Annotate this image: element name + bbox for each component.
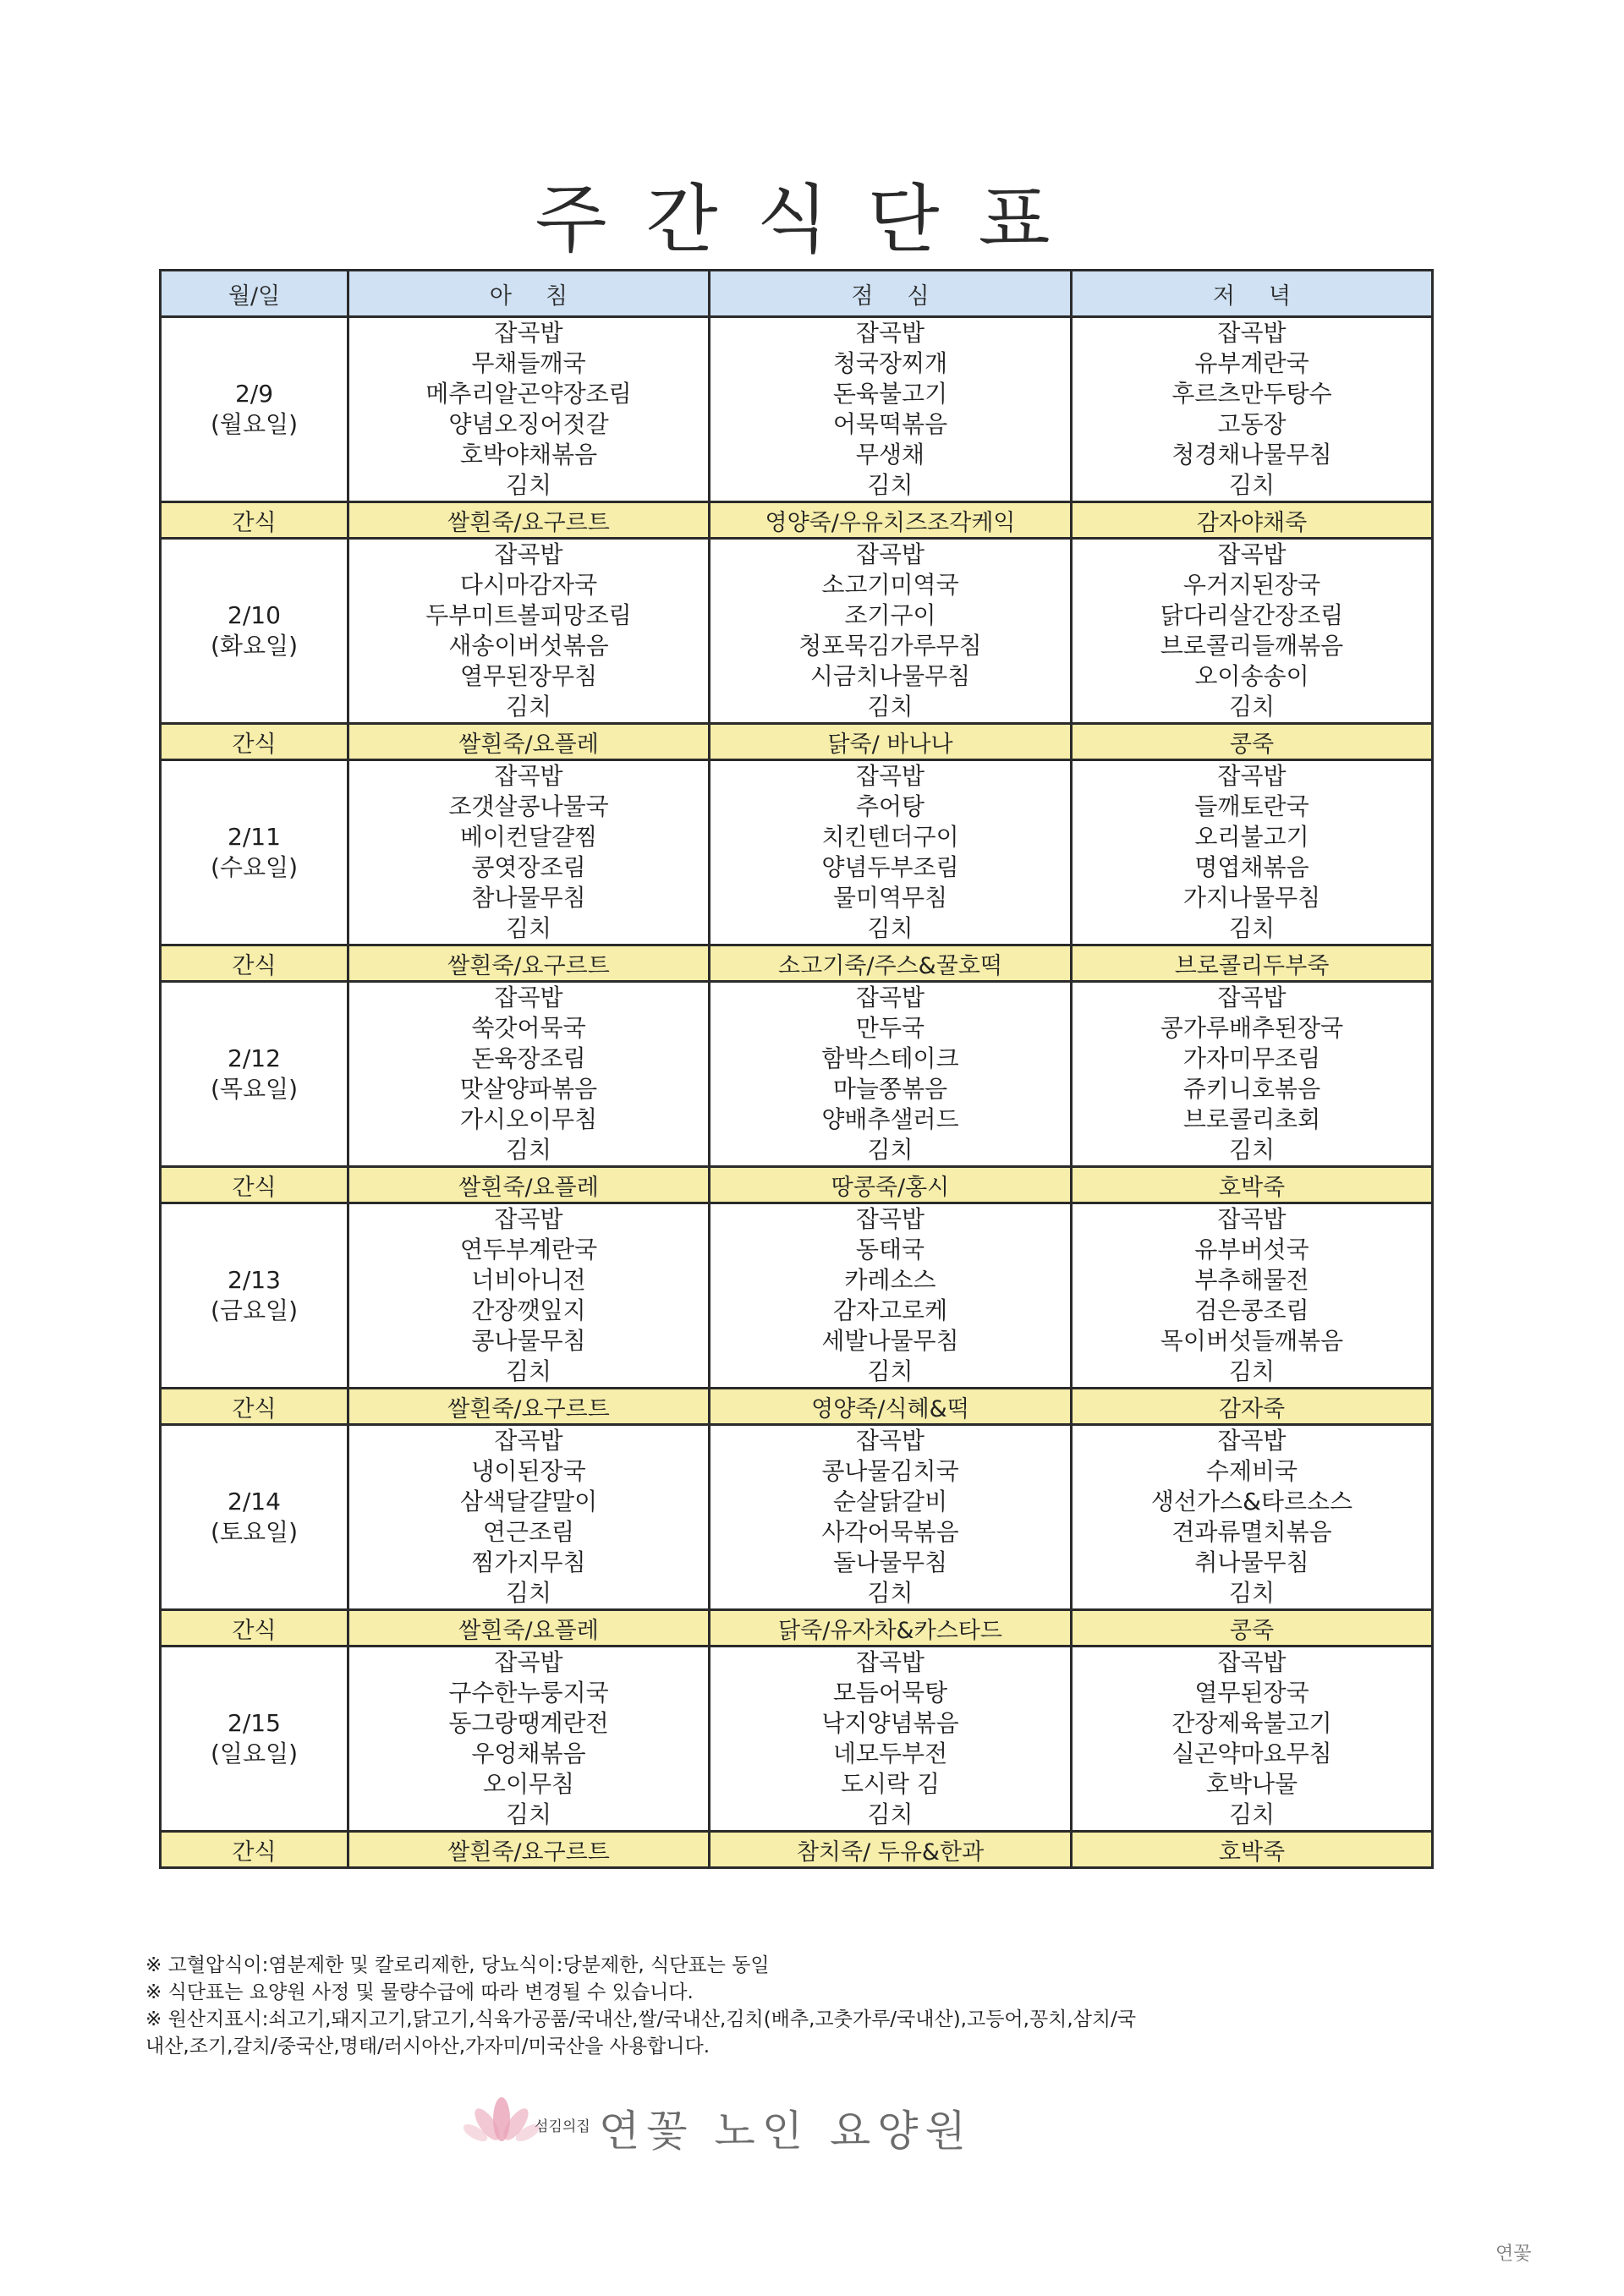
snack-label: 간식 [161, 1167, 348, 1203]
day-weekday: (금요일) [211, 1296, 298, 1324]
menu-item: 잡곡밥 [855, 762, 925, 790]
day-weekday: (월요일) [211, 410, 298, 438]
snack-item: 쌀흰죽/요구르트 [348, 502, 710, 539]
menu-item: 다시마감자국 [459, 571, 598, 599]
lunch-cell [710, 1425, 1072, 1610]
snack-item: 쌀흰죽/요구르트 [348, 1389, 710, 1425]
menu-item: 참나물무침 [471, 884, 586, 912]
menu-item: 시금치나물무침 [809, 662, 971, 690]
menu-item: 잡곡밥 [855, 319, 925, 347]
menu-item: 베이컨달걀찜 [459, 823, 598, 851]
menu-item: 호박나물 [1205, 1770, 1298, 1798]
day-row [161, 982, 1433, 1167]
day-row [161, 1203, 1433, 1389]
menu-item: 메추리알곤약장조림 [425, 380, 632, 408]
menu-item: 낙지양념볶음 [821, 1709, 959, 1737]
note-line: ※ 식단표는 요양원 사정 및 물량수급에 따라 변경될 수 있습니다. [145, 1981, 694, 2003]
menu-item: 맛살양파볶음 [459, 1075, 598, 1103]
snack-item: 땅콩죽/홍시 [710, 1167, 1072, 1203]
note-line: ※ 고혈압식이:염분제한 및 칼로리제한, 당뇨식이:당분제한, 식단표는 동일 [145, 1954, 770, 1976]
snack-row [161, 1832, 1433, 1868]
snack-row [161, 1389, 1433, 1425]
snack-label: 간식 [161, 1610, 348, 1647]
menu-item: 김치 [867, 471, 914, 499]
menu-item: 잡곡밥 [494, 762, 563, 790]
menu-item: 김치 [867, 1357, 914, 1385]
menu-item: 세발나물무침 [821, 1327, 959, 1355]
day-weekday: (일요일) [211, 1740, 298, 1767]
menu-item: 잡곡밥 [1217, 1427, 1287, 1455]
menu-item: 잡곡밥 [1217, 762, 1287, 790]
menu-item: 김치 [505, 1579, 552, 1607]
menu-item: 콩나물김치국 [821, 1457, 959, 1485]
snack-item: 쌀흰죽/요플레 [348, 1167, 710, 1203]
lunch-cell [710, 1647, 1072, 1832]
day-weekday: (목요일) [211, 1075, 298, 1103]
menu-item: 간장제육불고기 [1171, 1709, 1332, 1737]
menu-item: 호박야채볶음 [459, 441, 598, 469]
snack-row [161, 945, 1433, 982]
lunch-cell [710, 539, 1072, 724]
menu-item: 부추해물전 [1194, 1266, 1309, 1294]
lunch-cell [710, 1203, 1072, 1389]
menu-item: 수제비국 [1205, 1457, 1298, 1485]
menu-item: 잡곡밥 [855, 984, 925, 1011]
menu-item: 양념두부조림 [821, 853, 959, 881]
menu-item: 우엉채볶음 [471, 1740, 586, 1767]
menu-item: 열무된장국 [1194, 1679, 1309, 1707]
breakfast-cell [348, 317, 710, 502]
menu-item: 양배추샐러드 [821, 1105, 959, 1133]
menu-item: 생선가스&타르소스 [1150, 1488, 1353, 1515]
menu-item: 함박스테이크 [821, 1044, 959, 1072]
day-date: 2/14 [228, 1488, 281, 1515]
menu-item: 잡곡밥 [855, 1648, 925, 1676]
snack-item: 영양죽/우유치즈조각케익 [710, 502, 1072, 539]
menu-item: 김치 [505, 1800, 552, 1828]
menu-item: 동태국 [855, 1236, 925, 1263]
day-cell [161, 760, 348, 945]
menu-item: 취나물무침 [1194, 1548, 1309, 1576]
menu-item: 추어탕 [855, 792, 925, 820]
menu-item: 삼색달걀말이 [459, 1488, 598, 1515]
menu-item: 양념오징어젓갈 [448, 410, 609, 438]
menu-item: 견과류멸치볶음 [1171, 1518, 1332, 1546]
lunch-cell [710, 760, 1072, 945]
menu-item: 조갯살콩나물국 [448, 792, 609, 820]
day-row [161, 1647, 1433, 1832]
menu-item: 치킨텐더구이 [821, 823, 959, 851]
page-title: 주간식단표 [535, 176, 1089, 263]
snack-item: 쌀흰죽/요구르트 [348, 1832, 710, 1868]
snack-item: 닭죽/ 바나나 [710, 724, 1072, 760]
snack-item: 콩죽 [1072, 1610, 1433, 1647]
snack-item: 쌀흰죽/요플레 [348, 1610, 710, 1647]
org-name: 연꽃 노인 요양원 [599, 2107, 973, 2156]
menu-item: 검은콩조림 [1194, 1296, 1309, 1324]
menu-item: 잡곡밥 [494, 540, 563, 568]
header-lunch: 점심 [710, 271, 1072, 317]
snack-row [161, 502, 1433, 539]
menu-item: 잡곡밥 [1217, 1648, 1287, 1676]
menu-item: 잡곡밥 [855, 540, 925, 568]
menu-item: 무생채 [855, 441, 925, 469]
menu-item: 목이버섯들깨볶음 [1160, 1327, 1344, 1355]
snack-item: 쌀흰죽/요플레 [348, 724, 710, 760]
menu-item: 브로콜리초회 [1182, 1105, 1321, 1133]
day-weekday: (수요일) [211, 853, 298, 881]
menu-item: 잡곡밥 [1217, 319, 1287, 347]
menu-item: 감자고로케 [832, 1296, 948, 1324]
menu-item: 도시락 김 [840, 1770, 941, 1798]
menu-item: 가시오이무침 [459, 1105, 598, 1133]
menu-item: 고동장 [1217, 410, 1287, 438]
menu-item: 돌나물무침 [832, 1548, 948, 1576]
menu-item: 사각어묵볶음 [821, 1518, 959, 1546]
day-row [161, 317, 1433, 502]
corner-logo: 연꽃 [1495, 2244, 1532, 2265]
snack-item: 호박죽 [1072, 1832, 1433, 1868]
menu-item: 김치 [1228, 471, 1276, 499]
menu-item: 후르츠만두탕수 [1171, 380, 1332, 408]
day-weekday: (화요일) [211, 632, 298, 660]
header-day: 월/일 [161, 271, 348, 317]
lunch-cell [710, 317, 1072, 502]
menu-item: 잡곡밥 [494, 1205, 563, 1233]
table-header-row [161, 271, 1433, 317]
menu-item: 냉이된장국 [471, 1457, 586, 1485]
day-cell [161, 317, 348, 502]
day-date: 2/12 [228, 1044, 281, 1072]
dinner-cell [1072, 317, 1433, 502]
menu-item: 돈육장조림 [471, 1044, 586, 1072]
menu-item: 동그랑땡계란전 [448, 1709, 609, 1737]
snack-label: 간식 [161, 1389, 348, 1425]
menu-item: 명엽채볶음 [1194, 853, 1309, 881]
menu-table-body [161, 271, 1433, 1868]
menu-item: 김치 [505, 1136, 552, 1164]
snack-item: 닭죽/유자차&카스타드 [710, 1610, 1072, 1647]
dinner-cell [1072, 1647, 1433, 1832]
dinner-cell [1072, 539, 1433, 724]
menu-item: 김치 [505, 1357, 552, 1385]
menu-item: 청경채나물무침 [1171, 441, 1332, 469]
menu-item: 들깨토란국 [1194, 792, 1309, 820]
menu-item: 어묵떡볶음 [832, 410, 948, 438]
snack-item: 브로콜리두부죽 [1072, 945, 1433, 982]
menu-item: 순살닭갈비 [832, 1488, 948, 1515]
dinner-cell [1072, 760, 1433, 945]
snack-item: 영양죽/식혜&떡 [710, 1389, 1072, 1425]
menu-item: 김치 [867, 914, 914, 942]
menu-item: 새송이버섯볶음 [448, 632, 609, 660]
menu-item: 닭다리살간장조림 [1160, 601, 1344, 629]
day-cell [161, 982, 348, 1167]
header-breakfast: 아침 [348, 271, 710, 317]
menu-item: 잡곡밥 [494, 1648, 563, 1676]
day-date: 2/15 [228, 1709, 281, 1737]
snack-label: 간식 [161, 724, 348, 760]
snack-label: 간식 [161, 1832, 348, 1868]
menu-item: 구수한누룽지국 [448, 1679, 609, 1707]
menu-item: 잡곡밥 [494, 319, 563, 347]
snack-item: 쌀흰죽/요구르트 [348, 945, 710, 982]
menu-item: 실곤약마요무침 [1171, 1740, 1332, 1767]
menu-item: 잡곡밥 [1217, 1205, 1287, 1233]
menu-item: 오리불고기 [1194, 823, 1309, 851]
menu-item: 콩가루배추된장국 [1160, 1014, 1344, 1042]
menu-item: 김치 [1228, 693, 1276, 721]
menu-item: 김치 [867, 1136, 914, 1164]
menu-item: 오이송송이 [1194, 662, 1309, 690]
menu-item: 잡곡밥 [1217, 540, 1287, 568]
menu-item: 김치 [1228, 1357, 1276, 1385]
menu-item: 김치 [1228, 1136, 1276, 1164]
breakfast-cell [348, 1647, 710, 1832]
weekly-menu-table [159, 269, 1434, 1869]
day-cell [161, 1425, 348, 1610]
menu-item: 브로콜리들깨볶음 [1160, 632, 1344, 660]
menu-item: 소고기미역국 [821, 571, 959, 599]
snack-row [161, 1610, 1433, 1647]
menu-item: 찜가지무침 [471, 1548, 586, 1576]
day-date: 2/11 [228, 823, 281, 851]
menu-item: 잡곡밥 [1217, 984, 1287, 1011]
menu-item: 청국장찌개 [832, 349, 948, 377]
menu-item: 마늘쫑볶음 [832, 1075, 948, 1103]
breakfast-cell [348, 539, 710, 724]
snack-row [161, 724, 1433, 760]
snack-item: 호박죽 [1072, 1167, 1433, 1203]
snack-label: 간식 [161, 502, 348, 539]
breakfast-cell [348, 1203, 710, 1389]
day-date: 2/13 [228, 1266, 281, 1294]
dinner-cell [1072, 1203, 1433, 1389]
day-date: 2/9 [234, 380, 274, 408]
menu-item: 카레소스 [844, 1266, 936, 1294]
snack-item: 감자죽 [1072, 1389, 1433, 1425]
menu-item: 김치 [867, 1579, 914, 1607]
menu-item: 콩나물무침 [471, 1327, 586, 1355]
breakfast-cell [348, 760, 710, 945]
menu-item: 콩엿장조림 [471, 853, 586, 881]
day-row [161, 539, 1433, 724]
menu-item: 김치 [505, 693, 552, 721]
lotus-flower-icon [464, 2094, 540, 2145]
org-small-label: 섬김의집 [535, 2118, 590, 2135]
menu-item: 열무된장무침 [459, 662, 598, 690]
menu-item: 간장깻잎지 [471, 1296, 586, 1324]
menu-item: 무채들깨국 [471, 349, 586, 377]
snack-row [161, 1167, 1433, 1203]
snack-item: 콩죽 [1072, 724, 1433, 760]
menu-item: 김치 [505, 914, 552, 942]
menu-item: 만두국 [855, 1014, 925, 1042]
menu-item: 쑥갓어묵국 [471, 1014, 586, 1042]
lunch-cell [710, 982, 1072, 1167]
menu-item: 김치 [867, 1800, 914, 1828]
dinner-cell [1072, 982, 1433, 1167]
menu-item: 돈육불고기 [832, 380, 948, 408]
menu-item: 잡곡밥 [494, 984, 563, 1011]
menu-item: 물미역무침 [832, 884, 948, 912]
menu-item: 우거지된장국 [1182, 571, 1321, 599]
menu-item: 모듬어묵탕 [832, 1679, 948, 1707]
notes [145, 1952, 1465, 2060]
snack-item: 감자야채죽 [1072, 502, 1433, 539]
menu-item: 가지나물무침 [1182, 884, 1321, 912]
day-row [161, 1425, 1433, 1610]
menu-item: 유부버섯국 [1194, 1236, 1309, 1263]
day-date: 2/10 [228, 601, 281, 629]
menu-item: 청포묵김가루무침 [798, 632, 982, 660]
menu-item: 쥬키니호볶음 [1182, 1075, 1321, 1103]
menu-item: 잡곡밥 [855, 1427, 925, 1455]
day-weekday: (토요일) [211, 1518, 298, 1546]
note-line: 내산,조기,갈치/중국산,명태/러시아산,가자미/미국산을 사용합니다. [145, 2036, 710, 2058]
breakfast-cell [348, 982, 710, 1167]
menu-item: 김치 [1228, 1800, 1276, 1828]
menu-item: 두부미트볼피망조림 [425, 601, 632, 629]
note-line: ※ 원산지표시:쇠고기,돼지고기,닭고기,식육가공품/국내산,쌀/국내산,김치(배추,고춧가루/국내산),고등어,꽁치,삼치/국 [145, 2008, 1137, 2030]
menu-item: 연근조림 [482, 1518, 575, 1546]
menu-item: 김치 [1228, 914, 1276, 942]
footer [0, 2094, 1624, 2156]
menu-item: 김치 [505, 471, 552, 499]
menu-item: 잡곡밥 [494, 1427, 563, 1455]
menu-item: 잡곡밥 [855, 1205, 925, 1233]
breakfast-cell [348, 1425, 710, 1610]
header-dinner: 저녁 [1072, 271, 1433, 317]
menu-item: 김치 [1228, 1579, 1276, 1607]
day-cell [161, 1647, 348, 1832]
menu-item: 김치 [867, 693, 914, 721]
menu-item: 네모두부전 [832, 1740, 948, 1767]
snack-item: 참치죽/ 두유&한과 [710, 1832, 1072, 1868]
menu-item: 조기구이 [844, 601, 936, 629]
day-row [161, 760, 1433, 945]
day-cell [161, 1203, 348, 1389]
snack-item: 소고기죽/주스&꿀호떡 [710, 945, 1072, 982]
menu-item: 오이무침 [482, 1770, 575, 1798]
menu-item: 너비아니전 [471, 1266, 586, 1294]
menu-item: 가자미무조림 [1182, 1044, 1321, 1072]
snack-label: 간식 [161, 945, 348, 982]
day-cell [161, 539, 348, 724]
dinner-cell [1072, 1425, 1433, 1610]
menu-item: 유부계란국 [1194, 349, 1309, 377]
menu-item: 연두부계란국 [459, 1236, 598, 1263]
